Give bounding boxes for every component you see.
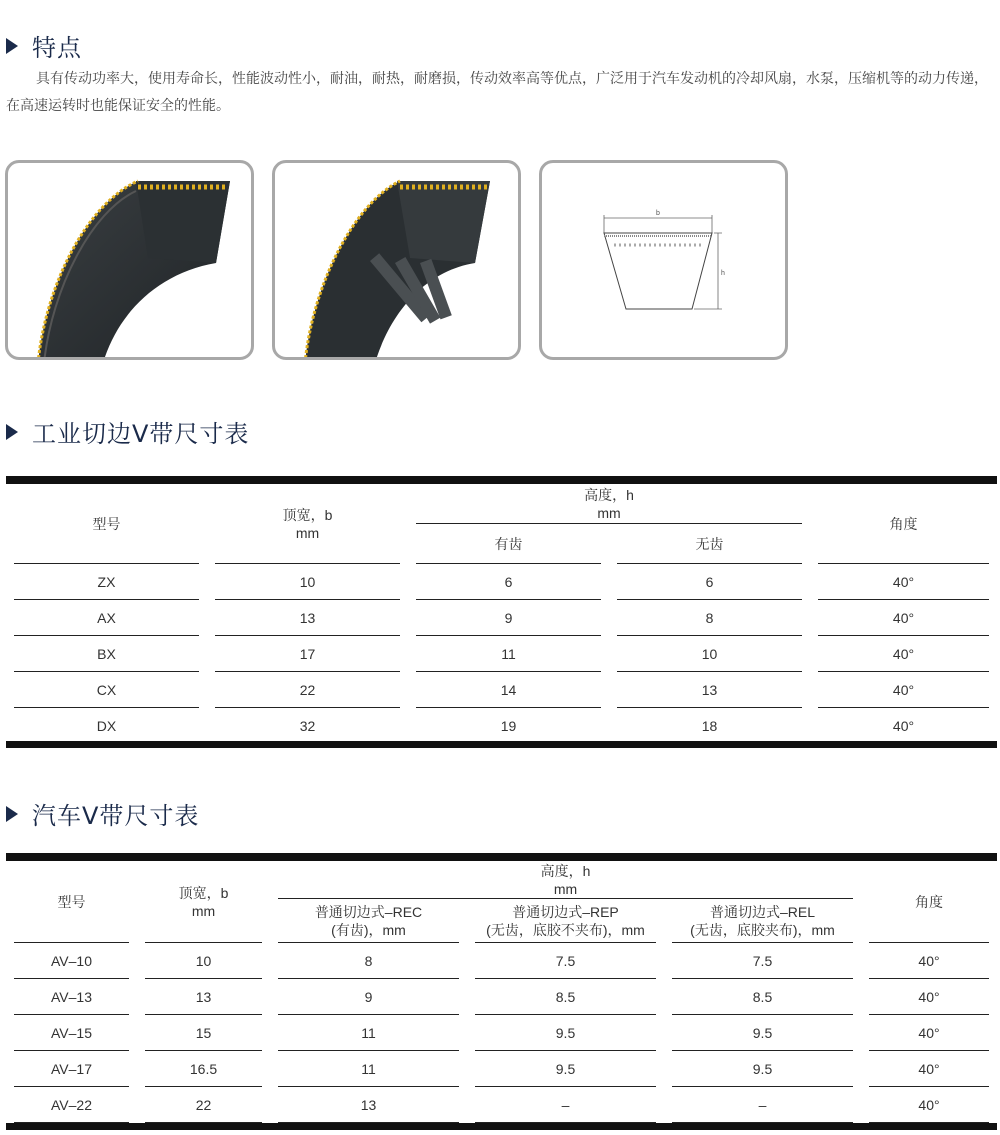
table-cell: 9.5 <box>672 1015 853 1051</box>
table-cell: 40° <box>869 943 989 979</box>
table-cell: 8 <box>617 600 802 636</box>
belt-cross-section-diagram <box>539 160 788 360</box>
header-rep: 普通切边式–REP (无齿，底胶不夹布)，mm <box>475 899 656 943</box>
table-row <box>6 600 997 636</box>
table-cell: AV–13 <box>14 979 129 1015</box>
table-row <box>6 943 997 979</box>
table-cell: 40° <box>869 1051 989 1087</box>
header-rel: 普通切边式–REL (无齿，底胶夹布)，mm <box>672 899 853 943</box>
table-cell: AV–22 <box>14 1087 129 1123</box>
table-row <box>6 564 997 600</box>
header-angle: 角度 <box>869 861 989 943</box>
table-cell: 22 <box>215 672 400 708</box>
features-description: 具有传动功率大，使用寿命长，性能波动性小，耐油，耐热，耐磨损，传动效率高等优点，广泛用于汽车发动机的冷却风扇，水泵，压缩机等的动力传递，在高速运转时也能保证安全的性能。 <box>6 71 988 114</box>
table-top-border <box>6 853 997 861</box>
table-cell: – <box>475 1087 656 1123</box>
table-cell: 9 <box>416 600 601 636</box>
section-automotive-title <box>6 796 199 831</box>
table-cell: 10 <box>145 943 262 979</box>
section-features-title <box>6 28 82 63</box>
table-cell: 10 <box>215 564 400 600</box>
table-row <box>6 708 997 744</box>
belt-photo-toothed <box>272 160 521 360</box>
header-rec: 普通切边式–REC (有齿)，mm <box>278 899 459 943</box>
section-industrial-title <box>6 414 249 449</box>
table-cell: 19 <box>416 708 601 744</box>
table-cell: 8.5 <box>475 979 656 1015</box>
table-cell: 40° <box>818 564 989 600</box>
automotive-size-table <box>6 861 997 1123</box>
section-title-text: 汽车V带尺寸表 <box>32 802 200 830</box>
diagram-label-h: h <box>721 270 725 277</box>
header-angle: 角度 <box>818 484 989 564</box>
table-cell: AX <box>14 600 199 636</box>
table-bottom-border <box>6 741 997 748</box>
industrial-size-table <box>6 484 997 744</box>
table-cell: 7.5 <box>672 943 853 979</box>
table-cell: 11 <box>416 636 601 672</box>
table-cell: 40° <box>818 636 989 672</box>
table-cell: 8 <box>278 943 459 979</box>
table-cell: 9.5 <box>475 1051 656 1087</box>
table-cell: 11 <box>278 1015 459 1051</box>
table-cell: DX <box>14 708 199 744</box>
table-bottom-border <box>6 1123 997 1130</box>
table-cell: CX <box>14 672 199 708</box>
table-cell: 40° <box>818 672 989 708</box>
table-cell: 40° <box>818 708 989 744</box>
header-model: 型号 <box>14 484 199 564</box>
table-cell: 6 <box>416 564 601 600</box>
belt-photo-untoothed <box>5 160 254 360</box>
table-row <box>6 979 997 1015</box>
table-cell: AV–17 <box>14 1051 129 1087</box>
table-cell: 9.5 <box>475 1015 656 1051</box>
header-model: 型号 <box>14 861 129 943</box>
header-width: 顶宽，b mm <box>215 484 400 564</box>
section-title-text: 特点 <box>32 34 82 62</box>
table-row <box>6 672 997 708</box>
table-cell: 32 <box>215 708 400 744</box>
header-untoothed: 无齿 <box>617 524 802 564</box>
table-cell: 18 <box>617 708 802 744</box>
table-cell: 9 <box>278 979 459 1015</box>
table-cell: 40° <box>869 1015 989 1051</box>
table-cell: 8.5 <box>672 979 853 1015</box>
table-row <box>6 1087 997 1123</box>
header-toothed: 有齿 <box>416 524 601 564</box>
diagram-label-b: b <box>656 210 660 217</box>
table-cell: 40° <box>818 600 989 636</box>
header-width: 顶宽，b mm <box>145 861 262 943</box>
table-cell: 14 <box>416 672 601 708</box>
triangle-bullet-icon <box>6 424 18 440</box>
table-cell: 13 <box>145 979 262 1015</box>
section-title-text: 工业切边V带尺寸表 <box>32 420 250 448</box>
table-cell: BX <box>14 636 199 672</box>
table-cell: 10 <box>617 636 802 672</box>
table-cell: – <box>672 1087 853 1123</box>
table-row <box>6 636 997 672</box>
table-cell: 13 <box>278 1087 459 1123</box>
table-cell: 13 <box>215 600 400 636</box>
table-cell: 15 <box>145 1015 262 1051</box>
table-row <box>6 1015 997 1051</box>
table-cell: 17 <box>215 636 400 672</box>
table-cell: 22 <box>145 1087 262 1123</box>
table-cell: 40° <box>869 1087 989 1123</box>
table-cell: 6 <box>617 564 802 600</box>
table-cell: 40° <box>869 979 989 1015</box>
table-row <box>6 1051 997 1087</box>
table-top-border <box>6 476 997 484</box>
header-height: 高度，h mm <box>416 485 802 524</box>
triangle-bullet-icon <box>6 38 18 54</box>
table-cell: AV–10 <box>14 943 129 979</box>
table-cell: 7.5 <box>475 943 656 979</box>
table-cell: 13 <box>617 672 802 708</box>
table-cell: 9.5 <box>672 1051 853 1087</box>
header-height: 高度，h mm <box>278 861 853 899</box>
table-cell: 11 <box>278 1051 459 1087</box>
table-cell: AV–15 <box>14 1015 129 1051</box>
triangle-bullet-icon <box>6 806 18 822</box>
table-cell: ZX <box>14 564 199 600</box>
table-cell: 16.5 <box>145 1051 262 1087</box>
